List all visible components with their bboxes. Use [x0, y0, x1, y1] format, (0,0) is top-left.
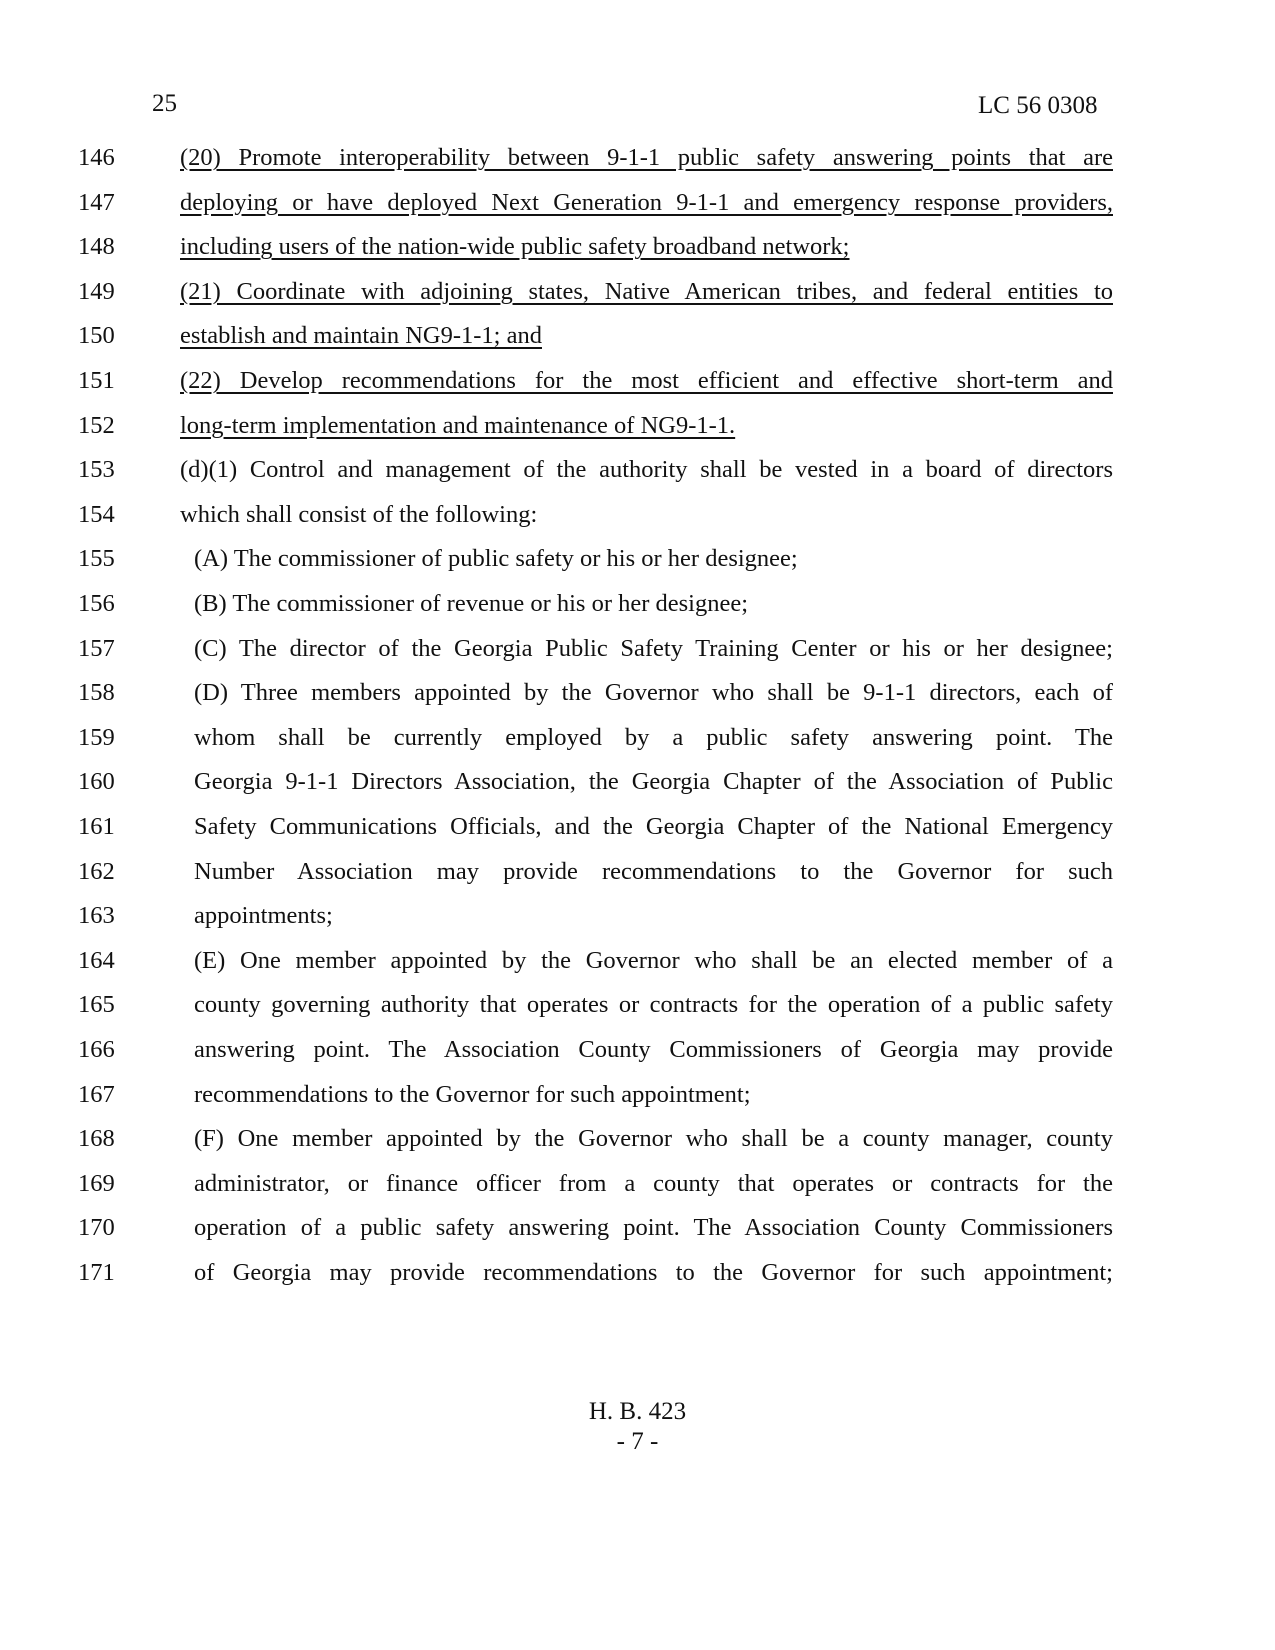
line-text [180, 144, 1113, 176]
line-text-content: (E) One member appointed by the Governor who shall be an elected member of a [194, 946, 1113, 974]
line-text [180, 456, 1113, 488]
line-text [180, 412, 1113, 440]
line-number: 170 [78, 1214, 115, 1242]
line-text [194, 813, 1113, 845]
line-text-content: whom shall be currently employed by a public safety answering point. The [194, 723, 1113, 751]
footer-bill-number: H. B. 423 [588, 1398, 687, 1425]
document-line [0, 1081, 1275, 1127]
line-text-content: long-term implementation and maintenance of NG9-1-1. [180, 411, 736, 439]
document-line [0, 189, 1275, 235]
line-number: 166 [78, 1036, 115, 1063]
line-number: 159 [78, 723, 115, 751]
line-number: 162 [78, 857, 115, 885]
document-line [0, 545, 1275, 591]
line-text-content: (D) Three members appointed by the Governor who shall be 9-1-1 directors, each of [194, 679, 1113, 707]
line-number: 160 [78, 768, 115, 796]
document-line [0, 679, 1275, 725]
document-line [0, 858, 1275, 904]
line-number: 165 [78, 991, 115, 1019]
line-number: 154 [78, 500, 115, 528]
line-text [194, 858, 1113, 890]
line-text [194, 1214, 1113, 1246]
document-line [0, 724, 1275, 770]
line-text-content: appointments; [194, 902, 333, 930]
line-text-content: (A) The commissioner of public safety or his or her designee; [194, 545, 798, 573]
line-text [180, 501, 1113, 529]
line-text-content: (22) Develop recommendations for the most efficient and effective short-term and [180, 367, 1113, 394]
line-number: 157 [78, 634, 115, 662]
line-text-content: administrator, or finance officer from a county that operates or contracts for the [194, 1169, 1113, 1197]
line-text-content: answering point. The Association County Commissioners of Georgia may provide [194, 1036, 1113, 1063]
page-header-code: LC 56 0308 [978, 92, 1098, 119]
line-text-content: which shall consist of the following: [180, 500, 538, 528]
line-text-content: (C) The director of the Georgia Public Safety Training Center or his or her designee; [194, 634, 1113, 662]
document-line [0, 412, 1275, 458]
line-number: 156 [78, 590, 115, 617]
line-number: 169 [78, 1169, 115, 1197]
line-text [194, 991, 1113, 1023]
line-text [194, 1125, 1113, 1157]
page-header-number: 25 [152, 90, 177, 117]
document-line [0, 456, 1275, 502]
line-text [194, 768, 1113, 800]
document-line [0, 144, 1275, 190]
line-text [194, 679, 1113, 711]
line-text [194, 545, 1113, 573]
line-text-content: recommendations to the Governor for such appointment; [194, 1080, 751, 1108]
line-text-content: (d)(1) Control and management of the authority shall be vested in a board of directors [180, 456, 1113, 484]
document-line [0, 991, 1275, 1037]
line-number: 148 [78, 233, 115, 261]
line-number: 155 [78, 545, 115, 573]
footer-page-number: - 7 - [616, 1428, 659, 1455]
document-line [0, 322, 1275, 368]
line-text-content: county governing authority that operates or contracts for the operation of a public safety [194, 991, 1113, 1019]
line-text [194, 1036, 1113, 1068]
line-text [194, 947, 1113, 979]
document-line [0, 1170, 1275, 1216]
line-text [194, 1259, 1113, 1291]
line-number: 163 [78, 902, 115, 930]
line-text [180, 322, 1113, 350]
document-line [0, 768, 1275, 814]
line-text-content: operation of a public safety answering point. The Association County Commissioners [194, 1214, 1113, 1242]
line-text [194, 635, 1113, 667]
line-text-content: Safety Communications Officials, and the Georgia Chapter of the National Emergency [194, 813, 1113, 840]
line-text [180, 189, 1113, 221]
line-text-content: Number Association may provide recommendations to the Governor for such [194, 857, 1113, 885]
line-number: 147 [78, 188, 115, 216]
line-number: 151 [78, 367, 115, 394]
document-line [0, 1036, 1275, 1082]
line-text-content: (B) The commissioner of revenue or his or her designee; [194, 590, 749, 617]
document-line [0, 1214, 1275, 1260]
document-line [0, 635, 1275, 681]
line-number: 171 [78, 1259, 115, 1286]
line-number: 164 [78, 946, 115, 974]
line-number: 167 [78, 1080, 115, 1108]
line-text [194, 1170, 1113, 1202]
line-number: 149 [78, 277, 115, 305]
line-text-content: including users of the nation-wide public safety broadband network; [180, 233, 850, 261]
document-line [0, 590, 1275, 636]
line-text [180, 367, 1113, 399]
document-line [0, 501, 1275, 547]
line-number: 152 [78, 411, 115, 439]
document-line [0, 1259, 1275, 1305]
document-line [0, 233, 1275, 279]
line-number: 161 [78, 813, 115, 840]
document-line [0, 1125, 1275, 1171]
document-line [0, 278, 1275, 324]
line-number: 153 [78, 456, 115, 484]
document-line [0, 367, 1275, 413]
document-line [0, 813, 1275, 859]
line-text [180, 278, 1113, 310]
line-number: 146 [78, 144, 115, 171]
line-text [194, 902, 1113, 930]
line-text-content: Georgia 9-1-1 Directors Association, the Georgia Chapter of the Association of Public [194, 768, 1113, 796]
line-text-content: (21) Coordinate with adjoining states, Native American tribes, and federal entities to [180, 277, 1113, 305]
line-text [194, 724, 1113, 756]
line-text [180, 233, 1113, 261]
line-text [194, 1081, 1113, 1109]
document-line [0, 947, 1275, 993]
line-text-content: establish and maintain NG9-1-1; and [180, 322, 542, 350]
line-text-content: of Georgia may provide recommendations to the Governor for such appointment; [194, 1259, 1113, 1286]
line-text-content: (20) Promote interoperability between 9-1-1 public safety answering points that are [180, 144, 1113, 171]
document-line [0, 902, 1275, 948]
line-text-content: deploying or have deployed Next Generation 9-1-1 and emergency response providers, [180, 188, 1113, 216]
line-number: 158 [78, 679, 115, 707]
line-text-content: (F) One member appointed by the Governor who shall be a county manager, county [194, 1125, 1113, 1153]
line-text [194, 590, 1113, 618]
line-number: 150 [78, 322, 115, 350]
line-number: 168 [78, 1125, 115, 1153]
